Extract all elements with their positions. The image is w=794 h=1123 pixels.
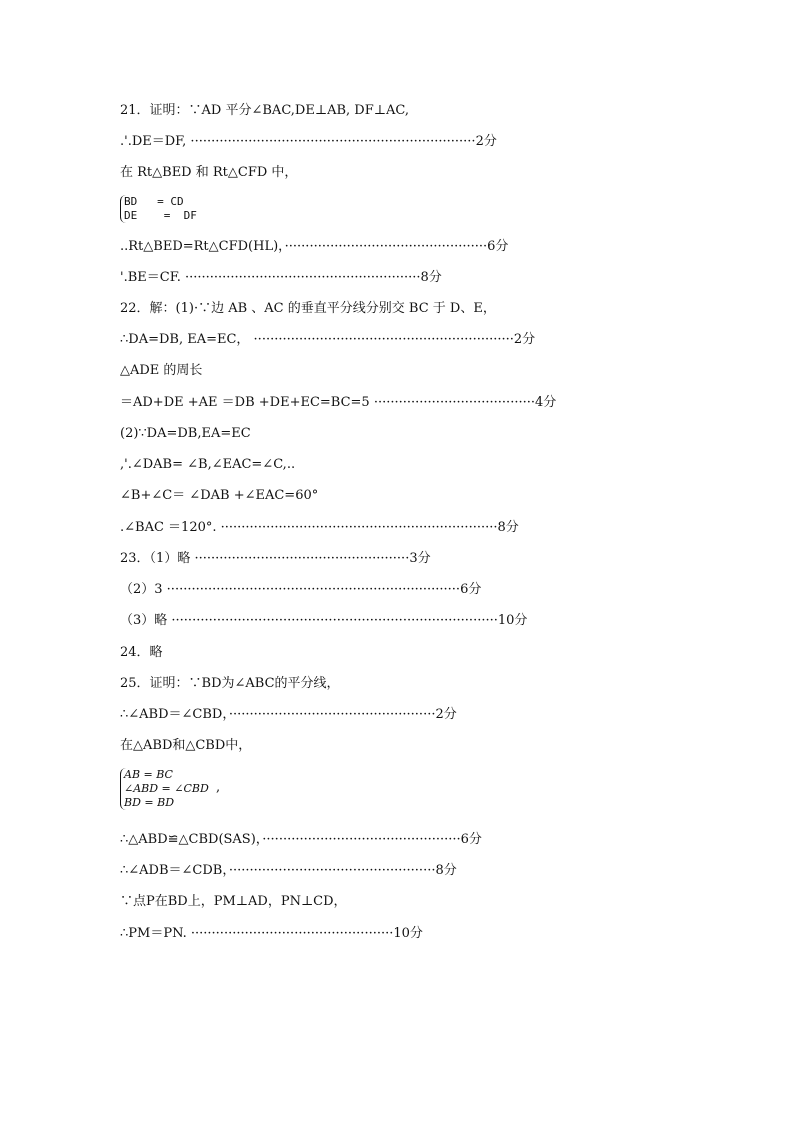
text-line: ∴PM＝PN. ·················································10分 (120, 926, 423, 941)
text-line: △ADE 的周长 (120, 363, 203, 378)
equation-lines (124, 195, 197, 223)
text-line: 24．略 (120, 645, 163, 660)
text-line: ∴△ABD≌△CBD(SAS)，················································6分 (120, 832, 482, 847)
equation-line: BD = CD (124, 195, 184, 208)
equation-line: DE = DF (124, 209, 197, 222)
text-line: 25．证明：∵BD为∠ABC的平分线， (120, 676, 340, 691)
text-line: ..Rt△BED=Rt△CFD(HL)，·················································6分 (120, 239, 509, 254)
text-line: 23．（1）略 ····················································3分 (120, 551, 431, 566)
text-line: ∵点P在BD上，PM⊥AD，PN⊥CD， (120, 894, 347, 909)
equation-lines (124, 768, 209, 810)
equation-suffix: , (216, 780, 221, 795)
equation-line: BD = BD (124, 796, 175, 809)
text-line: ,'.∠DAB= ∠B,∠EAC=∠C,.. (120, 457, 296, 472)
equation-line: AB = BC (124, 768, 173, 781)
text-line: 21．证明：∵AD 平分∠BAC,DE⊥AB, DF⊥AC, (120, 103, 409, 118)
text-line: ∠B+∠C＝ ∠DAB +∠EAC=60° (120, 488, 319, 503)
text-line: （3）略 ···············································································10分 (120, 613, 528, 628)
text-line: ∴DA=DB, EA=EC， ·······························································2分 (120, 332, 536, 347)
text-line: ＝AD+DE +AE ＝DB +DE+EC=BC=5 ·······································4分 (120, 395, 557, 410)
text-line: 22．解：(1)·∵边 AB 、AC 的垂直平分线分别交 BC 于 D、E， (120, 301, 496, 316)
text-line: .'.DE＝DF, ·····································································2分 (120, 134, 497, 149)
text-line: (2)∵DA=DB,EA=EC (120, 426, 251, 441)
text-line: （2）3 ·······································································6分 (120, 582, 482, 597)
text-line: 在 Rt△BED 和 Rt△CFD 中， (120, 165, 298, 180)
equation-line: ∠ABD = ∠CBD (124, 782, 209, 795)
text-line: ∴∠ADB＝∠CDB，··················································8分 (120, 863, 457, 878)
text-line: '.BE＝CF. ·························································8分 (120, 270, 442, 285)
text-line: ∴∠ABD＝∠CBD，··················································2分 (120, 707, 457, 722)
text-line: 在△ABD和△CBD中， (120, 738, 252, 753)
text-line: .∠BAC ＝120°. ···································································8分 (120, 520, 519, 535)
